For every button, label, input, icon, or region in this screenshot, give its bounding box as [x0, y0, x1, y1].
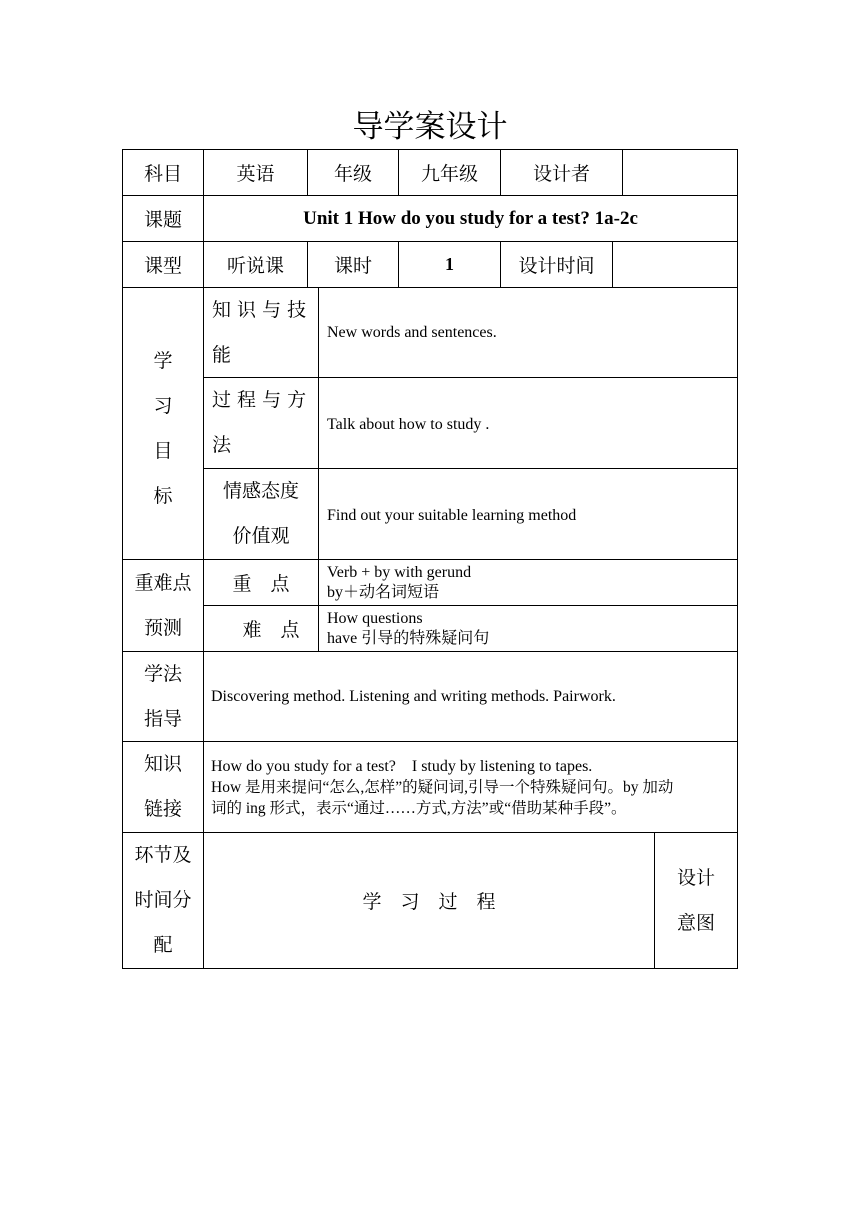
knowledge-line: How do you study for a test? I study by listening to tapes.	[211, 757, 593, 775]
objectives-label-char: 学	[153, 349, 173, 372]
knowledge-line: 词的 ing 形式，表示“通过……方式,方法”或“借助某种手段”。	[211, 799, 627, 817]
key-point-value	[319, 560, 737, 605]
label-line: 意图	[676, 911, 715, 934]
period-label: 课时	[333, 255, 372, 277]
label-line: 知 识 与 技	[212, 298, 307, 321]
objectives-label-char: 目	[153, 439, 173, 462]
grade-label: 年级	[333, 163, 372, 185]
page-title: 导学案设计	[352, 109, 508, 145]
label-line: 时间分	[134, 889, 192, 911]
label-line: 指导	[143, 707, 182, 730]
attitude-values-label	[204, 469, 318, 559]
knowledge-line: How 是用来提问“怎么,怎样”的疑问词,引导一个特殊疑问句。by 加动	[211, 778, 674, 796]
objectives-label-char: 标	[153, 484, 173, 507]
label-line: 重难点	[134, 571, 192, 594]
topic-value: Unit 1 How do you study for a test? 1a-2c	[303, 207, 638, 229]
table-border-right	[737, 149, 738, 969]
label-line: 链接	[143, 798, 182, 820]
design-intent-label	[655, 833, 737, 968]
difficult-point-line: have 引导的特殊疑问句	[327, 629, 490, 647]
table-border-bottom	[122, 968, 738, 969]
key-point-label: 重 点	[232, 573, 290, 595]
method-value: Discovering method. Listening and writing methods. Pairwork.	[211, 687, 616, 705]
lesson-type-value: 听说课	[226, 255, 284, 277]
label-line: 学法	[143, 662, 182, 685]
subject-value: 英语	[236, 163, 275, 185]
label-line: 能	[212, 343, 232, 366]
stage-time-label	[123, 833, 203, 968]
difficult-point-line: How questions	[327, 609, 423, 627]
design-time-label: 设计时间	[518, 255, 595, 277]
knowledge-skills-label	[204, 288, 318, 377]
label-line: 法	[212, 434, 232, 456]
knowledge-link-value	[204, 742, 737, 832]
period-value: 1	[445, 254, 454, 274]
design-time-value	[613, 242, 737, 287]
label-line: 环节及	[134, 844, 192, 866]
knowledge-skills-value: New words and sentences.	[327, 323, 497, 341]
key-points-label	[123, 560, 203, 651]
label-line: 配	[153, 934, 173, 956]
key-point-line: Verb + by with gerund	[327, 563, 472, 581]
objectives-label	[123, 288, 203, 559]
label-line: 预测	[143, 616, 182, 639]
label-line: 知识	[143, 753, 182, 775]
label-line: 情感态度	[222, 480, 299, 502]
topic-label: 课题	[143, 209, 182, 231]
label-line: 过 程 与 方	[212, 389, 307, 411]
key-point-line: by＋动名词短语	[327, 583, 440, 601]
attitude-values-value: Find out your suitable learning method	[327, 507, 577, 524]
learning-process-label: 学 习 过 程	[362, 891, 496, 913]
knowledge-link-label	[123, 742, 203, 832]
process-method-label	[204, 378, 318, 468]
difficult-point-value	[319, 606, 737, 651]
lesson-type-label: 课型	[143, 255, 182, 277]
grade-value: 九年级	[420, 163, 478, 185]
designer-label: 设计者	[532, 163, 590, 185]
subject-label: 科目	[143, 163, 182, 185]
objectives-label-char: 习	[153, 394, 173, 417]
label-line: 价值观	[232, 525, 290, 547]
label-line: 设计	[676, 866, 715, 889]
designer-value	[623, 150, 737, 195]
process-method-value: Talk about how to study .	[327, 416, 490, 433]
difficult-point-label: 难 点	[242, 619, 300, 641]
method-label	[123, 652, 203, 741]
